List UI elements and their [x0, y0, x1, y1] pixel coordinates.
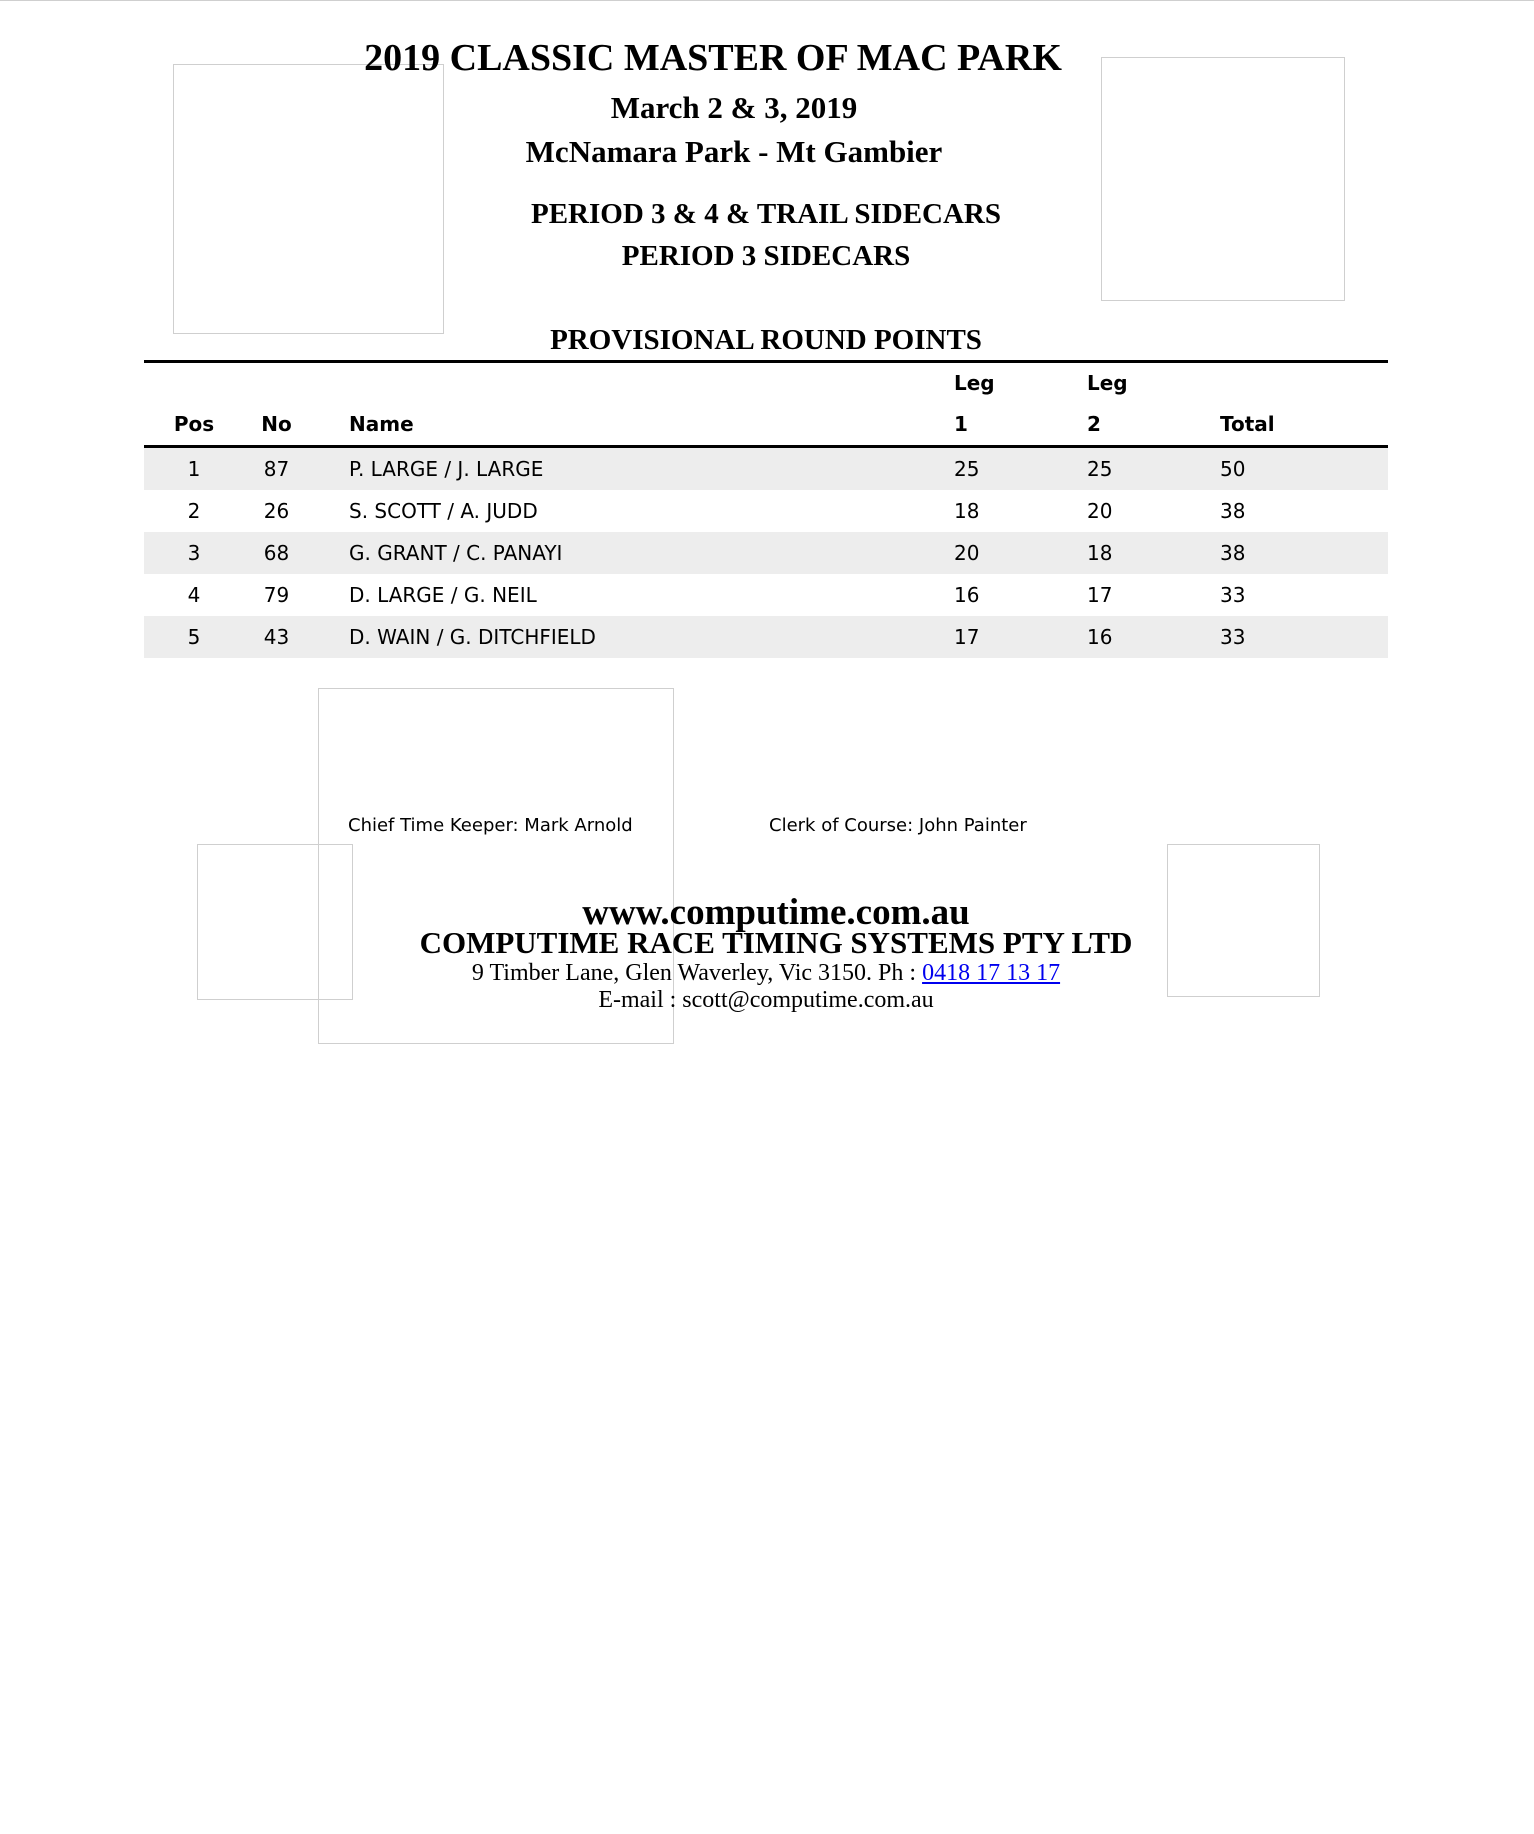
table-header-row-1 — [144, 363, 1388, 403]
cell-total: 38 — [1220, 499, 1246, 523]
top-divider — [0, 0, 1534, 1]
event-title: 2019 CLASSIC MASTER OF MAC PARK — [364, 37, 1062, 79]
cell-leg2: 17 — [1087, 583, 1113, 607]
footer-address-text: 9 Timber Lane, Glen Waverley, Vic 3150. Ph : — [471, 960, 923, 986]
cell-pos: 2 — [187, 499, 201, 523]
cell-leg2: 18 — [1087, 532, 1220, 574]
cell-pos: 5 — [144, 616, 244, 658]
footer-company: COMPUTIME RACE TIMING SYSTEMS PTY LTD — [419, 925, 1133, 960]
footer-address — [0, 958, 1532, 988]
event-date: March 2 & 3, 2019 — [610, 90, 858, 125]
cell-leg2: 20 — [1087, 499, 1113, 523]
class-name-line1: PERIOD 3 & 4 & TRAIL SIDECARS — [531, 198, 1001, 230]
header-total: Total — [1220, 403, 1388, 447]
cell-pos: 4 — [187, 583, 201, 607]
table-header-row-2 — [144, 403, 1388, 447]
cell-leg1: 25 — [954, 447, 1087, 491]
cell-total: 33 — [1220, 583, 1246, 607]
cell-name: D. WAIN / G. DITCHFIELD — [349, 616, 954, 658]
footer-email: E-mail : scott@computime.com.au — [598, 987, 934, 1013]
table-row — [144, 532, 1388, 574]
cell-leg2: 16 — [1087, 616, 1220, 658]
results-title: PROVISIONAL ROUND POINTS — [550, 324, 982, 356]
cell-name: D. LARGE / G. NEIL — [349, 583, 537, 607]
table-row — [144, 616, 1388, 658]
table-row — [144, 447, 1388, 491]
cell-leg1: 17 — [954, 616, 1087, 658]
table-row — [144, 574, 1388, 616]
cell-leg1: 18 — [954, 499, 980, 523]
footer-website: www.computime.com.au — [582, 892, 970, 933]
cell-pos: 1 — [144, 447, 244, 491]
header-leg2-bottom: 2 — [1087, 403, 1220, 447]
cell-leg1: 20 — [954, 532, 1087, 574]
cell-total: 38 — [1220, 532, 1388, 574]
cell-no: 68 — [244, 532, 309, 574]
cell-no: 87 — [244, 447, 309, 491]
cell-leg2: 25 — [1087, 447, 1220, 491]
cell-name: P. LARGE / J. LARGE — [349, 447, 954, 491]
cell-no: 43 — [244, 616, 309, 658]
cell-no: 26 — [263, 499, 290, 523]
cell-name: G. GRANT / C. PANAYI — [349, 532, 954, 574]
cell-total: 50 — [1220, 447, 1388, 491]
clerk-of-course: Clerk of Course: John Painter — [769, 815, 1027, 836]
header-leg1-bottom: 1 — [954, 403, 1087, 447]
phone-link[interactable]: 0418 17 13 17 — [922, 960, 1061, 986]
header-leg1-top: Leg — [954, 371, 995, 395]
table-row — [144, 490, 1388, 532]
event-venue: McNamara Park - Mt Gambier — [525, 134, 943, 169]
header-pos: Pos — [144, 403, 244, 447]
cell-no: 79 — [263, 583, 290, 607]
header-name: Name — [349, 403, 954, 447]
results-table — [144, 360, 1388, 658]
class-name-line2: PERIOD 3 SIDECARS — [621, 240, 911, 272]
header-leg2-top: Leg — [1087, 371, 1128, 395]
cell-pos: 3 — [144, 532, 244, 574]
cell-leg1: 16 — [954, 583, 980, 607]
header-no: No — [244, 403, 309, 447]
cell-total: 33 — [1220, 616, 1388, 658]
cell-name: S. SCOTT / A. JUDD — [349, 499, 538, 523]
chief-time-keeper: Chief Time Keeper: Mark Arnold — [348, 815, 633, 836]
